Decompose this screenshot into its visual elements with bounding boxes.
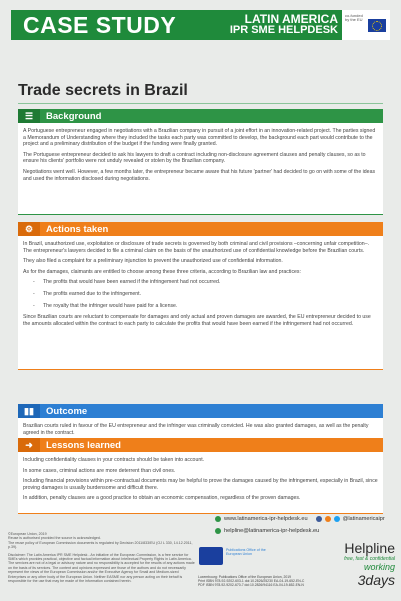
background-header [18,109,383,123]
publications-office-logo [199,547,223,565]
title-divider [18,103,383,104]
twitter-handle[interactable]: @latinamericaipr [342,516,385,522]
actions-paragraph: As for the damages, claimants are entitled to choose among these three criteria, according to Brazilian law and practices: [23,268,301,275]
lessons-section [18,438,383,514]
website-link[interactable]: www.latinamerica-ipr-helpdesk.eu [224,516,308,522]
brand-line-1: LATIN AMERICA [244,11,338,26]
actions-header [18,222,383,236]
contact-row [215,528,395,534]
header-banner [11,10,390,40]
eu-logo-text: co-funded by the EU [345,13,363,22]
actions-section [18,222,383,370]
contact-row [215,516,395,522]
lessons-heading: Lessons learned [46,439,121,451]
background-body [18,123,383,215]
lessons-paragraph: Including financial provisions within pre-contractual documents may be helpful to prove the damages caused by the infringement, especially in Brazil, since proving damages is usually burdensome and difficult there. [23,478,378,491]
actions-heading: Actions taken [46,223,109,235]
list-item: - The profits earned due to the infringement. [33,291,378,298]
document-title: Trade secrets in Brazil [18,82,188,99]
actions-paragraph: Since Brazilian courts are reluctant to compensate for damages and only actual and proven damages are awarded, the EU entrepreneur decided to use the amounts allocated within the contract to each party to calculate the profits that would have been earned if the infringement had not occurred. [23,314,371,327]
helpline-title: Helpline [344,540,395,556]
lessons-body [18,452,383,514]
rss-icon[interactable] [325,516,331,522]
list-item: - The profits that would have been earned if the infringement had not occurred. [33,279,378,286]
helpline-logo [330,540,395,588]
list-item: - The royalty that the infringer would have paid for a license. [33,303,378,310]
lessons-paragraph: In some cases, criminal actions are more deterrent than civil ones. [23,467,176,474]
arrow-icon: ➜ [18,438,40,452]
helpdesk-brand [229,11,342,37]
brand-line-2: IPR SME HELPDESK [229,24,338,36]
helpline-subtitle: free, fast & confidential [344,556,395,562]
background-section [18,109,383,215]
damages-criteria-list [23,279,378,309]
lessons-paragraph: In addition, penalty clauses are a good practice to obtain an economic compensation, regardless of the proven damages. [23,495,301,502]
bar-chart-icon: ▮▮ [18,404,40,418]
eu-logo [342,10,390,40]
twitter-icon[interactable] [334,516,340,522]
background-paragraph: Negotiations went well. However, a few months later, the entrepreneur became aware that his future 'partner' had decided to go on with some of the ideas and used the information disclosed during negotiations. [23,168,376,182]
outcome-paragraph: Brazilian courts ruled in favour of the EU entrepreneur and the infringer was criminally convicted. He was also granted damages, as well as the penalty agreed in the contract. [23,423,369,436]
copyright-notice: ©European Union, 2019 Reuse is authorised provided the source is acknowledged. The reuse policy of European Commission documents is regulated by Decision 2011/833/EU (OJ L 330, 14.12.2011, p.39). [8,532,193,550]
facebook-icon[interactable] [316,516,322,522]
actions-paragraph: They also filed a complaint for a preliminary injunction to prevent the unauthorized use of confidential information. [23,258,283,265]
background-paragraph: A Portuguese entrepreneur engaged in negotiations with a Brazilian company in pursuit of a joint effort in an innovation-related project. The parties signed a Memorandum of Understanding where they included the tasks each party was committed to develop, the background each part would contribute to the project and a preliminary distribution of the budget if the funding were finally granted. [23,128,376,148]
lessons-header [18,438,383,452]
contact-block [215,516,395,540]
publication-info: Luxembourg: Publications Office of the European Union, 2019 Print ISBN 978-92-9202-603-1 doi:10.2826/25230 EA-04-19-652-EN-C PDF ISBN 978-92-9202-670-7 doi:10.2826/94116 EA-04-19-652-EN-N [198,575,305,588]
outcome-heading: Outcome [46,405,88,417]
outcome-header [18,404,383,418]
actions-body [18,236,383,370]
lessons-paragraph: Including confidentiality clauses in your contracts should be taken into account. [23,457,205,463]
globe-icon [215,516,221,522]
disclaimer-text: Disclaimer: The Latin America IPR SME Helpdesk - An initiative of the European Commission, is a free service for SMEs which provides practical, objective and factual information about Intellectual Property Rights in Latin America. The services are not of a legal or advisory nature and no responsibility is accepted for the results of any actions made on the basis of its services. The content and opinions expressed are those of the authors and do not necessarily represent the views of the European Commission and/or the Executive Agency for Small and Medium-sized Enterprises or any other body of the European Union. Neither EASME nor any person acting on their behalf is responsible for the use that may be made of the information contained herein. [8,552,195,584]
background-paragraph: The Portuguese entrepreneur decided to ask his lawyers to draft a contract including non-disclosure agreement clauses and penalty clauses, so as to ensure his clients' portfolio were not unduly revealed or stolen by the Brazilian company. [23,151,366,165]
gears-icon: ⚙ [18,222,40,236]
footer-legal [8,532,196,586]
email-icon [215,528,221,534]
case-study-title: CASE STUDY [23,11,177,38]
background-heading: Background [46,110,102,122]
list-icon: ☰ [18,109,40,123]
eu-flag-icon [368,19,386,32]
publications-office-label: Publications Office of the European Union [226,548,266,557]
helpline-working: working [363,562,395,572]
helpline-days: 3days [357,572,395,588]
email-link[interactable]: helpline@latinamerica-ipr-helpdesk.eu [224,528,320,534]
actions-paragraph: In Brazil, unauthorized use, exploitation or disclosure of trade secrets is governed by both criminal and civil provisions –concerning unfair competition–. The entrepreneur's lawyers decided to file a criminal claim on the basis of the unauthorized use of confidential knowledge before the Brazilian courts. [23,241,370,254]
